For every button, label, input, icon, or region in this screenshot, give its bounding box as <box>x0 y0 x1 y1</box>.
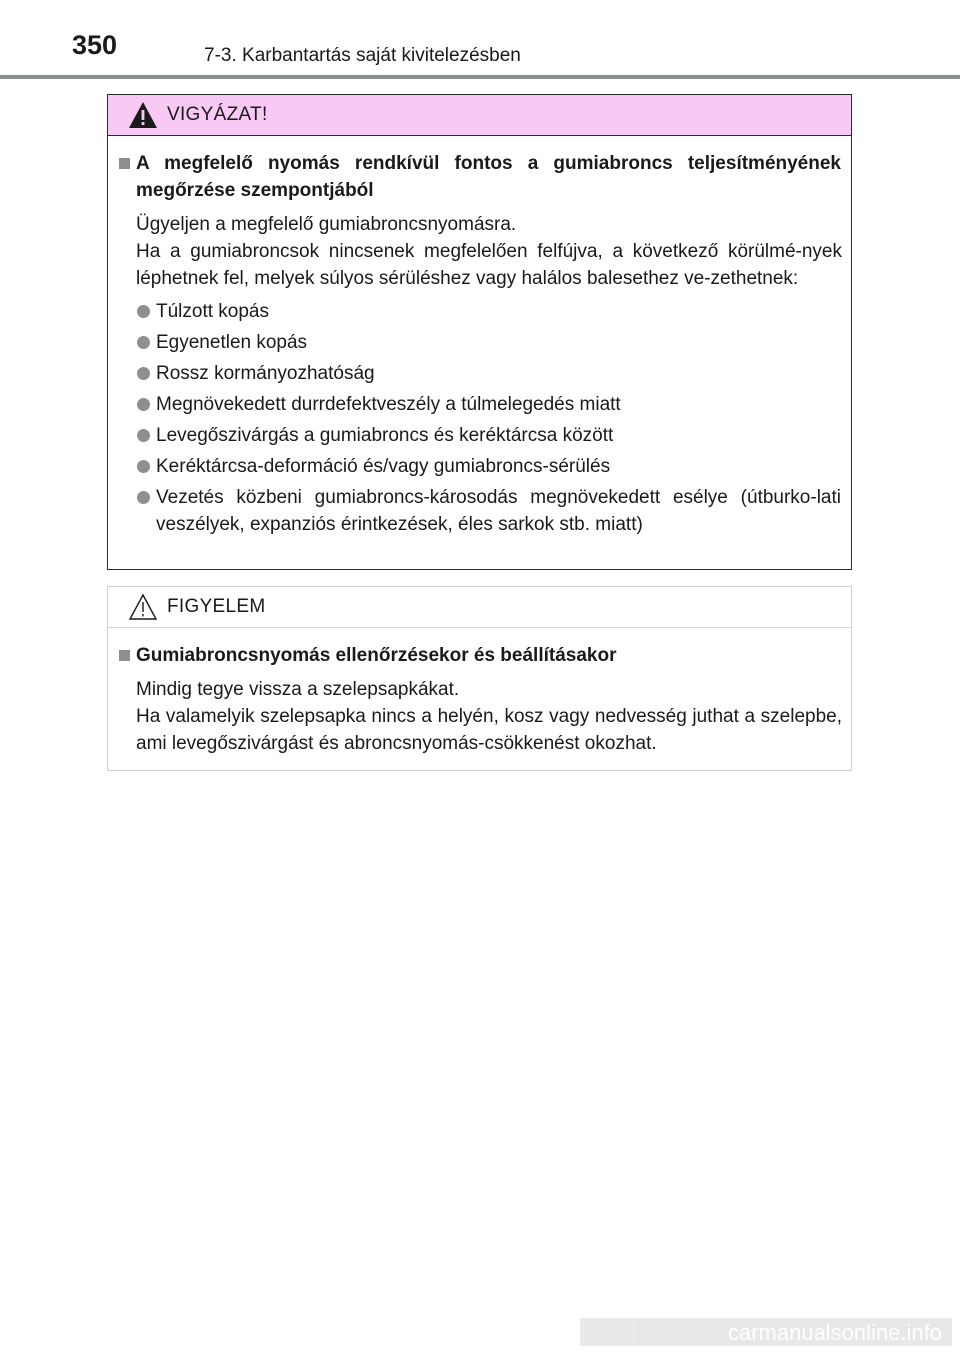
notice-paragraph: Mindig tegye vissza a szelepsapkákat. <box>136 679 460 700</box>
list-item: Rossz kormányozhatóság <box>118 360 841 387</box>
page-number: 350 <box>72 30 118 60</box>
bullet-dot-icon <box>137 429 150 442</box>
warning-title: A megfelelő nyomás rendkívül fontos a gumiabroncs teljesítményének megőrzése szempontjából <box>136 153 841 201</box>
caution-triangle-outline-icon <box>128 593 158 621</box>
warning-paragraph: Ügyeljen a megfelelő gumiabroncsnyomásra. <box>136 214 517 235</box>
warning-bullet-list <box>118 298 841 538</box>
bullet-dot-icon <box>137 460 150 473</box>
list-item: Keréktárcsa-deformáció és/vagy gumiabroncs-sérülés <box>118 453 841 480</box>
list-item: Túlzott kopás <box>118 298 841 325</box>
notice-box <box>107 586 852 771</box>
section-square-icon <box>119 650 130 661</box>
warning-label: VIGYÁZAT! <box>167 104 268 125</box>
warning-paragraph: Ha a gumiabroncsok nincsenek megfelelően felfújva, a következő körülmé-nyek léphetnek fel, melyek súlyos sérüléshez vagy halálos balesethez ve-zethetnek: <box>136 241 842 289</box>
svg-text:carmanualsonline.info: carmanualsonline.info <box>727 1320 942 1345</box>
bullet-dot-icon <box>137 305 150 318</box>
warning-box <box>107 94 852 570</box>
list-item: Vezetés közbeni gumiabroncs-károsodás megnövekedett esélye (útburko-lati veszélyek, expanziós érintkezések, éles sarkok stb. miatt) <box>118 484 841 538</box>
list-item: Levegőszivárgás a gumiabroncs és keréktárcsa között <box>118 422 841 449</box>
header-divider <box>0 75 960 79</box>
bullet-dot-icon <box>137 336 150 349</box>
notice-paragraph: Ha valamelyik szelepsapka nincs a helyén, kosz vagy nedvesség juthat a szelepbe, ami levegőszivárgást és abroncsnyomás-csökkenést okozhat. <box>136 706 842 754</box>
page-header <box>0 0 960 80</box>
bullet-dot-icon <box>137 367 150 380</box>
bullet-dot-icon <box>137 398 150 411</box>
section-title: 7-3. Karbantartás saját kivitelezésben <box>204 45 521 66</box>
section-square-icon <box>119 158 130 169</box>
notice-title: Gumiabroncsnyomás ellenőrzésekor és beállításakor <box>136 645 617 666</box>
list-item: Megnövekedett durrdefektveszély a túlmelegedés miatt <box>118 391 841 418</box>
warning-header <box>108 95 851 136</box>
warning-triangle-icon <box>128 101 158 129</box>
notice-label: FIGYELEM <box>167 596 266 617</box>
bullet-dot-icon <box>137 491 150 504</box>
list-item: Egyenetlen kopás <box>118 329 841 356</box>
notice-header <box>108 587 851 628</box>
